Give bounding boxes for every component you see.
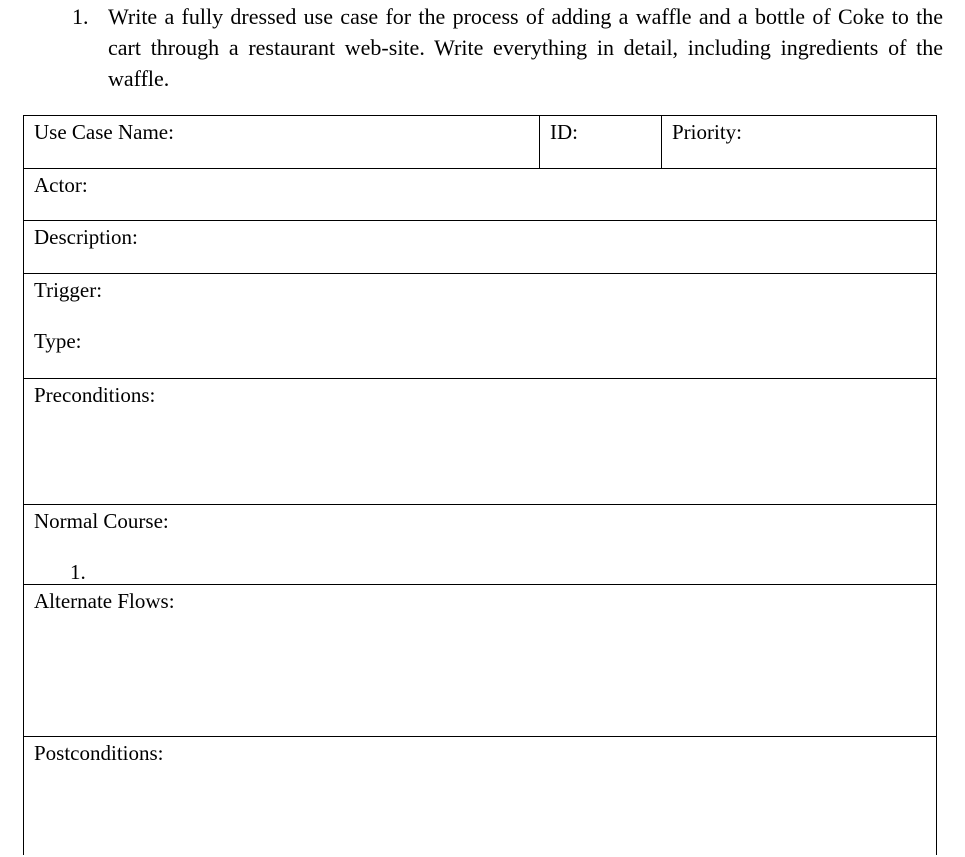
alternate-flows-label: Alternate Flows: (34, 589, 175, 613)
row-normal-course (24, 505, 936, 585)
id-column-divider (539, 116, 540, 168)
id-label: ID: (550, 120, 578, 144)
row-alternate-flows (24, 585, 936, 737)
normal-course-label: Normal Course: (34, 509, 169, 533)
row-trigger-type (24, 274, 936, 379)
postconditions-label: Postconditions: (34, 741, 164, 765)
trigger-label: Trigger: (34, 278, 103, 302)
description-label: Description: (34, 225, 138, 249)
row-use-case-header (24, 116, 936, 169)
row-preconditions (24, 379, 936, 505)
use-case-table (23, 115, 937, 855)
preconditions-label: Preconditions: (34, 383, 156, 407)
question-text: Write a fully dressed use case for the process of adding a waffle and a bottle of Coke to the cart through a restaurant web-site. Write everything in detail, including ingredients of the waffle. (108, 4, 943, 91)
row-actor (24, 169, 936, 221)
question-number: 1. (72, 4, 89, 29)
actor-label: Actor: (34, 173, 88, 197)
priority-label: Priority: (672, 120, 743, 144)
priority-column-divider (661, 116, 662, 168)
row-description (24, 221, 936, 274)
use-case-name-label: Use Case Name: (34, 120, 174, 144)
normal-course-item-number: 1. (70, 560, 86, 584)
question-item (0, 0, 965, 100)
type-label: Type: (34, 329, 82, 353)
row-postconditions (24, 737, 936, 857)
